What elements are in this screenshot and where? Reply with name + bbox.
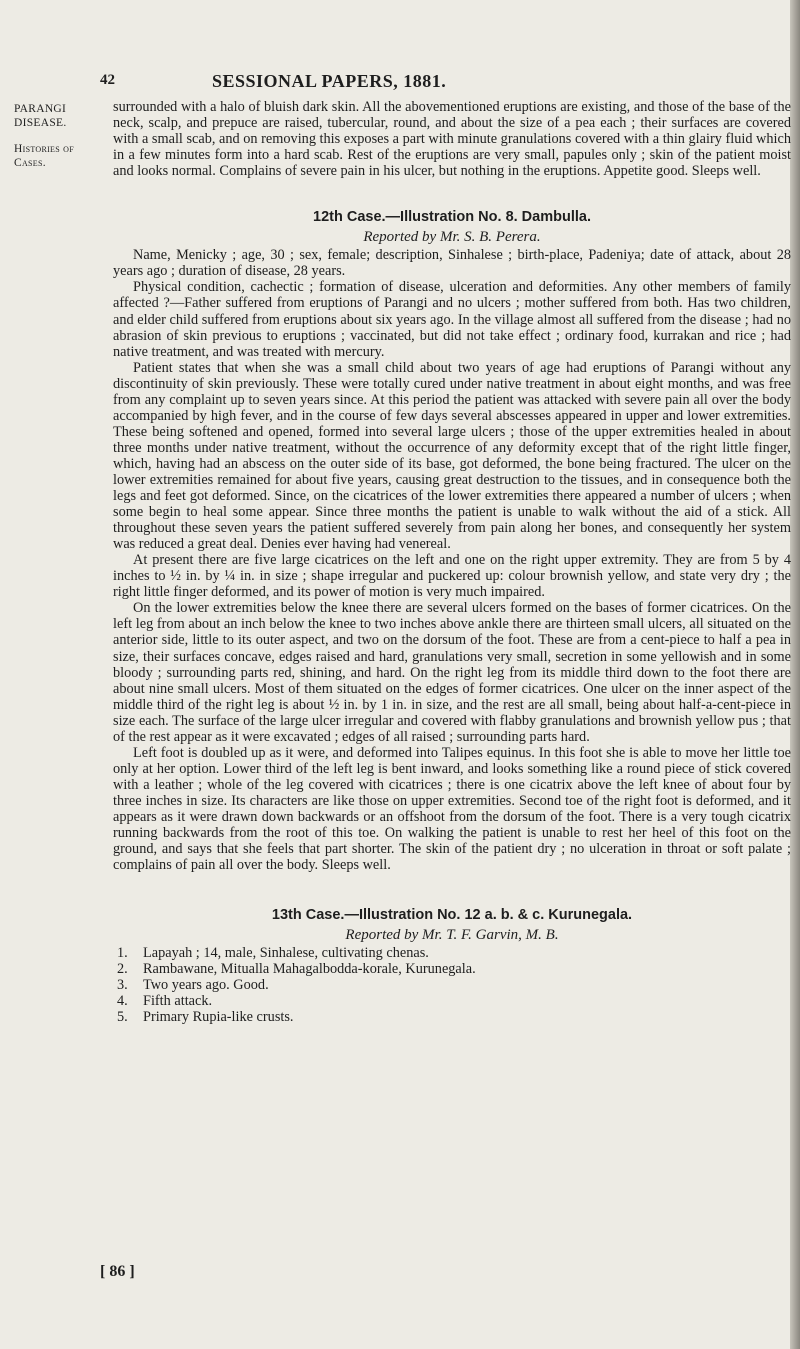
- margin-notes: [14, 102, 102, 170]
- case-12-reported-by: Reported by Mr. S. B. Perera.: [363, 229, 541, 246]
- list-item: [113, 993, 791, 1009]
- list-item-number: 5.: [117, 1009, 128, 1026]
- list-item-number: 3.: [117, 977, 128, 994]
- list-item-text: Two years ago. Good.: [143, 977, 269, 994]
- case-12-paragraph: Name, Menicky ; age, 30 ; sex, female; description, Sinhalese ; birth-place, Padeniya; date of attack, about 28 years ago ; duration of disease, 28 years.: [113, 247, 791, 280]
- list-item: [113, 977, 791, 993]
- list-item-number: 1.: [117, 945, 128, 962]
- page-header: [0, 72, 800, 92]
- page-number: 42: [100, 72, 115, 88]
- case-12-paragraph: Patient states that when she was a small child about two years of age had eruptions of Parangi without any discontinuity of skin previously. These were totally cured under native treatment in about eight months, and was free from any complaint up to seven years since. At this period the patient was attacked with severe pain all over the body accompanied by high fever, and in the course of few days several abscesses appeared in upper and lower extremities. These being softened and opened, formed into several large ulcers ; those of the upper extremities healed in about three months under native treatment, without the occurrence of any deformity except that of the right little finger, which, having had an abscess on the outer side of its base, got deformed, the bone being fractured. The ulcer on the lower extremities remained for about five years, causing great destruction to the tissues, and in consequence both the legs and feet got deformed. Since, on the cicatrices of the lower extremities there appeared a number of ulcers ; when some begin to heal some appear. Since three months the patient is unable to walk without the aid of a stick. All throughout these seven years the patient suffered severely from pain along her bones, and consequently her system was reduced a great deal. Denies ever having had venereal.: [113, 359, 791, 553]
- margin-section: PARANGI DISEASE.: [14, 103, 67, 129]
- list-item: [113, 945, 791, 961]
- case-12-paragraph: On the lower extremities below the knee there are several ulcers formed on the bases of former cicatrices. On the left leg from about an inch below the knee to two inches above ankle there are thirteen small ulcers, all situated on the anterior side, little to its outer aspect, and two on the dorsum of the foot. These are from a cent-piece to half a pea in size, their surfaces concave, edges raised and hard, granulations very small, secretion in some yellowish and in some bloody ; surrounding parts red, shining, and hard. On the right leg from its middle third down to the foot there are about nine small ulcers. Most of them situated on the edges of former cicatrices. One ulcer on the inner aspect of the middle third of the right leg is about ½ in. by 1 in. in size, and the rest are all small, being about half-a-cent-piece in size each. The surface of the large ulcer irregular and covered with flabby granulations and brownish yellow pus ; that of the rest appear as it were excavated ; edges of all raised ; surrounding parts hard.: [113, 600, 791, 745]
- case-12-paragraph: Physical condition, cachectic ; formation of disease, ulceration and deformities. Any other members of family affected ?—Father suffered from eruptions of Parangi and no ulcers ; mother suffered from both. Has two children, and elder child suffered from eruptions about six years ago. In the village almost all suffered from the disease ; had no abrasion of skin previous to eruptions ; vaccinated, but did not take effect ; ordinary food, kurrakan and rice ; had native treatment, and was treated with mercury.: [113, 279, 791, 360]
- page-code: [ 86 ]: [100, 1263, 135, 1280]
- list-item: [113, 1009, 791, 1025]
- running-head: SESSIONAL PAPERS, 1881.: [212, 71, 447, 91]
- list-item-text: Rambawane, Mitualla Mahagalbodda-korale, Kurunegala.: [143, 961, 476, 978]
- case-12-paragraph: At present there are five large cicatrices on the left and one on the right upper extremity. They are from 5 by 4 inches to ½ in. by ¼ in. in size ; shape irregular and puckered up: colour brownish yellow, and state very dry ; the right little finger deformed, and its power of motion is very much impaired.: [113, 552, 791, 601]
- list-item-number: 4.: [117, 993, 128, 1010]
- intro-paragraph: surrounded with a halo of bluish dark skin. All the abovementioned eruptions are existing, and those of the base of the neck, scalp, and prepuce are raised, tubercular, round, and about the size of a pea each ; their surfaces are covered with a small scab, and on removing this exposes a part with minute granulations covered with a thin glairy fluid which in a few minutes form into a hard scab. Rest of the eruptions are very small, papules only ; skin of the patient moist and looks normal. Complains of severe pain in his ulcer, but nothing in the eruptions. Appetite good. Sleeps well.: [113, 99, 791, 180]
- body-text: [113, 99, 791, 1025]
- margin-subsection: Histories of Cases.: [14, 143, 74, 169]
- case-12-paragraph: Left foot is doubled up as it were, and deformed into Talipes equinus. In this foot she is able to move her little toe only at her option. Lower third of the left leg is bent inward, and looks something like a round piece of stick covered with a leather ; whole of the leg covered with cicatrices ; there is one cicatrix above the left knee of about four by three inches in size. Its characters are like those on upper extremities. Second toe of the right foot is deformed, and it appears as it were drawn down backwards or an offshoot from the dorsum of the foot. There is a very tough cicatrix running backwards from the root of this toe. On walking the patient is unable to rest her heel of this foot on the ground, and says that she feels that part shorter. The skin of the patient dry ; no ulceration in throat or soft palate ; complains of pain all over the body. Sleeps well.: [113, 744, 791, 874]
- case-12-title: 12th Case.—Illustration No. 8. Dambulla.: [313, 209, 591, 226]
- list-item-text: Fifth attack.: [143, 993, 213, 1010]
- case-13-title: 13th Case.—Illustration No. 12 a. b. & c. Kurunegala.: [271, 907, 633, 924]
- list-item-text: Primary Rupia-like crusts.: [143, 1009, 294, 1026]
- list-item-text: Lapayah ; 14, male, Sinhalese, cultivating chenas.: [143, 945, 429, 962]
- case-13-reported-by: Reported by Mr. T. F. Garvin, M. B.: [345, 927, 559, 944]
- page-edge-shadow: [790, 0, 800, 1349]
- list-item-number: 2.: [117, 961, 128, 978]
- list-item: [113, 961, 791, 977]
- case-13-list: [113, 945, 791, 1025]
